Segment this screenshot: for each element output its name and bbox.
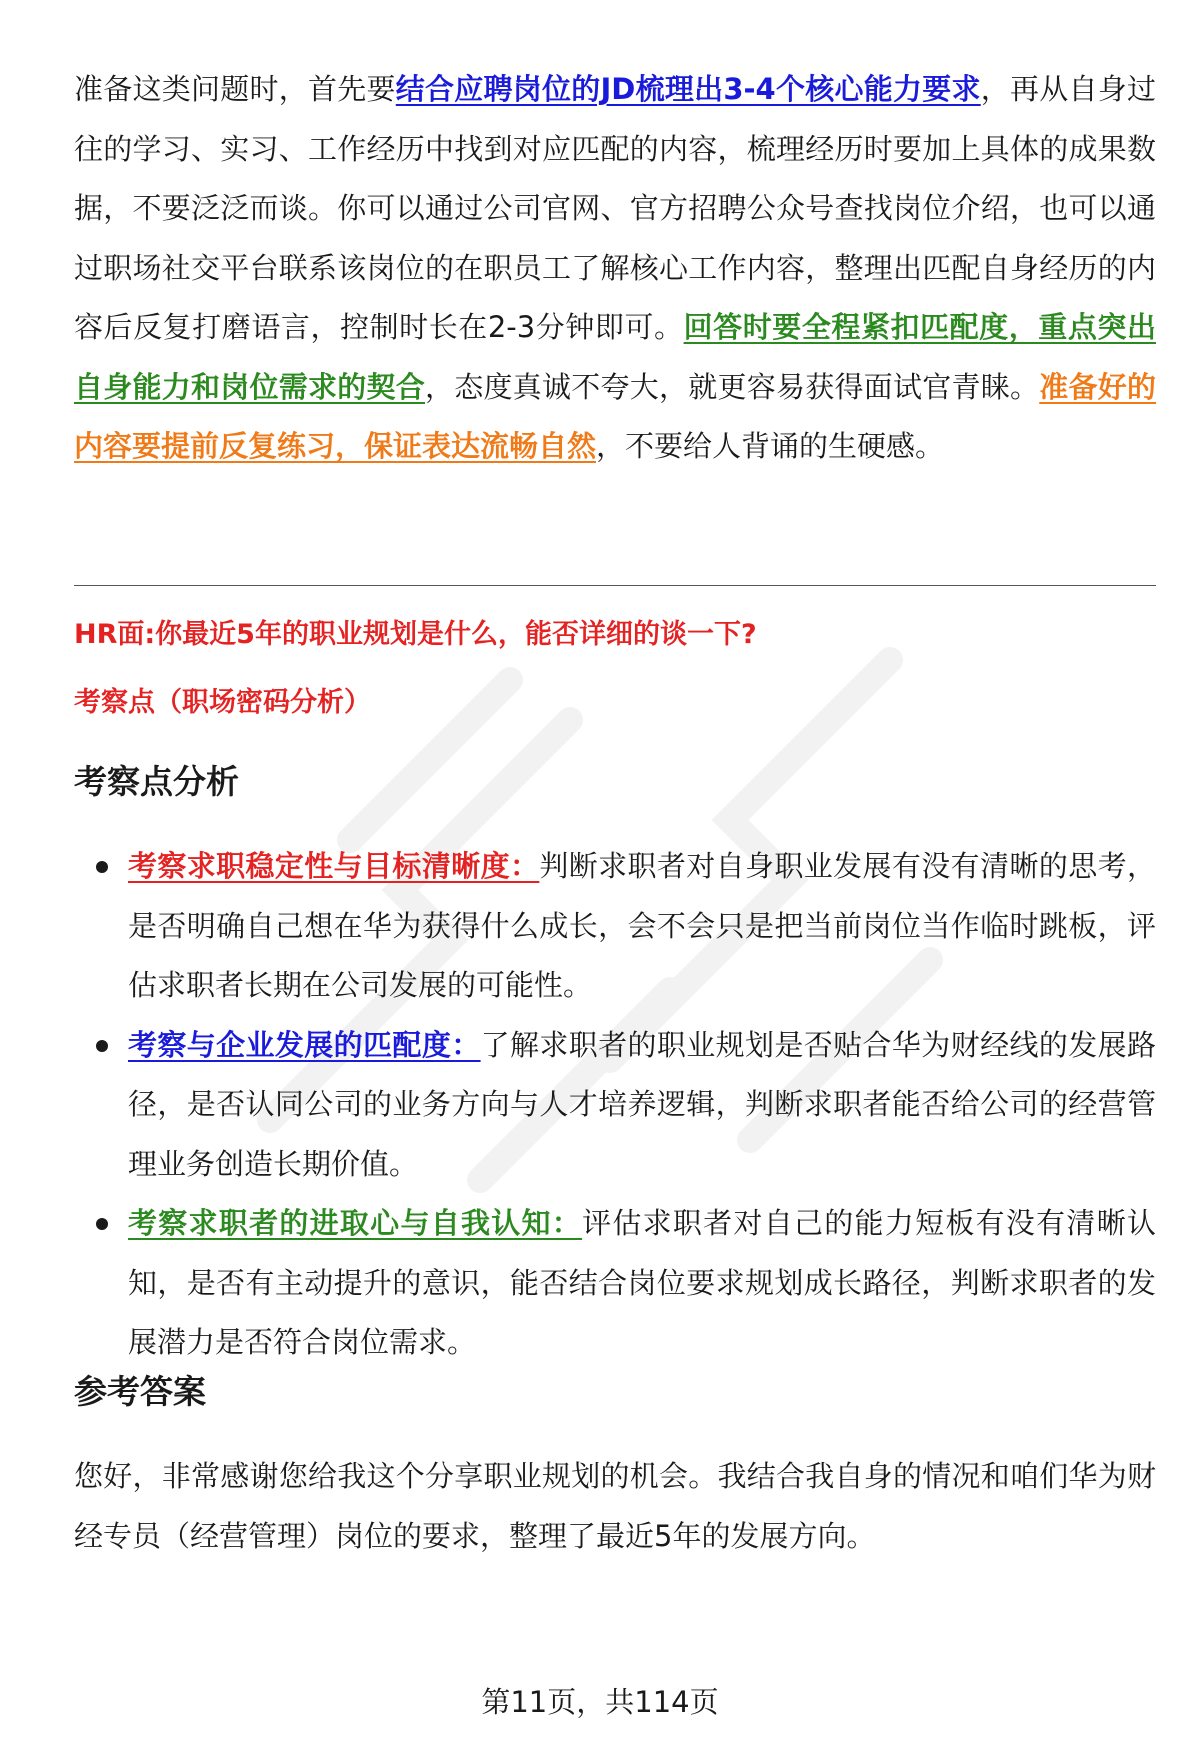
bullet-icon bbox=[96, 1040, 108, 1052]
intro-highlight-orange: 准备好的内容要提前反复练习，保证表达流畅自然 bbox=[74, 369, 1156, 463]
analysis-item-text: 评估求职者对自己的能力短板有没有清晰认知，是否有主动提升的意识，能否结合岗位要求规划成长路径，判断求职者的发展潜力是否符合岗位需求。 bbox=[128, 1206, 1156, 1359]
intro-text-2: ，再从自身过往的学习、实习、工作经历中找到对应匹配的内容，梳理经历时要加上具体的成果数据，不要泛泛而谈。你可以通过公司官网、官方招聘公众号查找岗位介绍，也可以通过职场社交平台联系该岗位的在职员工了解核心工作内容，整理出匹配自身经历的内容后反复打磨语言，控制时长在2-3分钟即可。 bbox=[74, 72, 1156, 344]
intro-highlight-green: 回答时要全程紧扣匹配度，重点突出自身能力和岗位需求的契合 bbox=[74, 310, 1156, 404]
bullet-icon bbox=[96, 1218, 108, 1230]
analysis-item-text: 了解求职者的职业规划是否贴合华为财经线的发展路径，是否认同公司的业务方向与人才培养逻辑，判断求职者能否给公司的经营管理业务创造长期价值。 bbox=[128, 1027, 1156, 1181]
analysis-item-stability bbox=[74, 837, 1156, 1016]
analysis-item-label: 考察与企业发展的匹配度： bbox=[128, 1027, 481, 1062]
question-title: HR面:你最近5年的职业规划是什么，能否详细的谈一下? bbox=[74, 619, 757, 650]
intro-paragraph bbox=[74, 60, 1156, 477]
analysis-item-label: 考察求职者的进取心与自我认知： bbox=[128, 1206, 583, 1240]
analysis-item-match bbox=[74, 1016, 1156, 1195]
intro-text-4: ，不要给人背诵的生硬感。 bbox=[596, 429, 945, 463]
question-subtitle: 考察点（职场密码分析） bbox=[74, 687, 371, 718]
reference-heading: 参考答案 bbox=[74, 1372, 206, 1411]
intro-text-3: ，态度真诚不夸大，就更容易获得面试官青睐。 bbox=[425, 369, 1040, 404]
analysis-item-ambition bbox=[74, 1194, 1156, 1373]
page-number: 第11页，共114页 bbox=[481, 1685, 719, 1719]
reference-answer: 您好，非常感谢您给我这个分享职业规划的机会。我结合我自身的情况和咱们华为财经专员（经营管理）岗位的要求，整理了最近5年的发展方向。 bbox=[74, 1459, 1156, 1553]
bullet-icon bbox=[96, 861, 108, 873]
analysis-heading: 考察点分析 bbox=[74, 762, 239, 801]
intro-text-1: 准备这类问题时，首先要 bbox=[74, 72, 396, 106]
analysis-list bbox=[74, 837, 1156, 1373]
intro-highlight-blue: 结合应聘岗位的JD梳理出3-4个核心能力要求 bbox=[395, 72, 981, 106]
analysis-item-text: 判断求职者对自身职业发展有没有清晰的思考，是否明确自己想在华为获得什么成长，会不会只是把当前岗位当作临时跳板，评估求职者长期在公司发展的可能性。 bbox=[128, 849, 1156, 1002]
section-divider bbox=[74, 585, 1156, 586]
analysis-item-label: 考察求职稳定性与目标清晰度： bbox=[128, 849, 540, 883]
